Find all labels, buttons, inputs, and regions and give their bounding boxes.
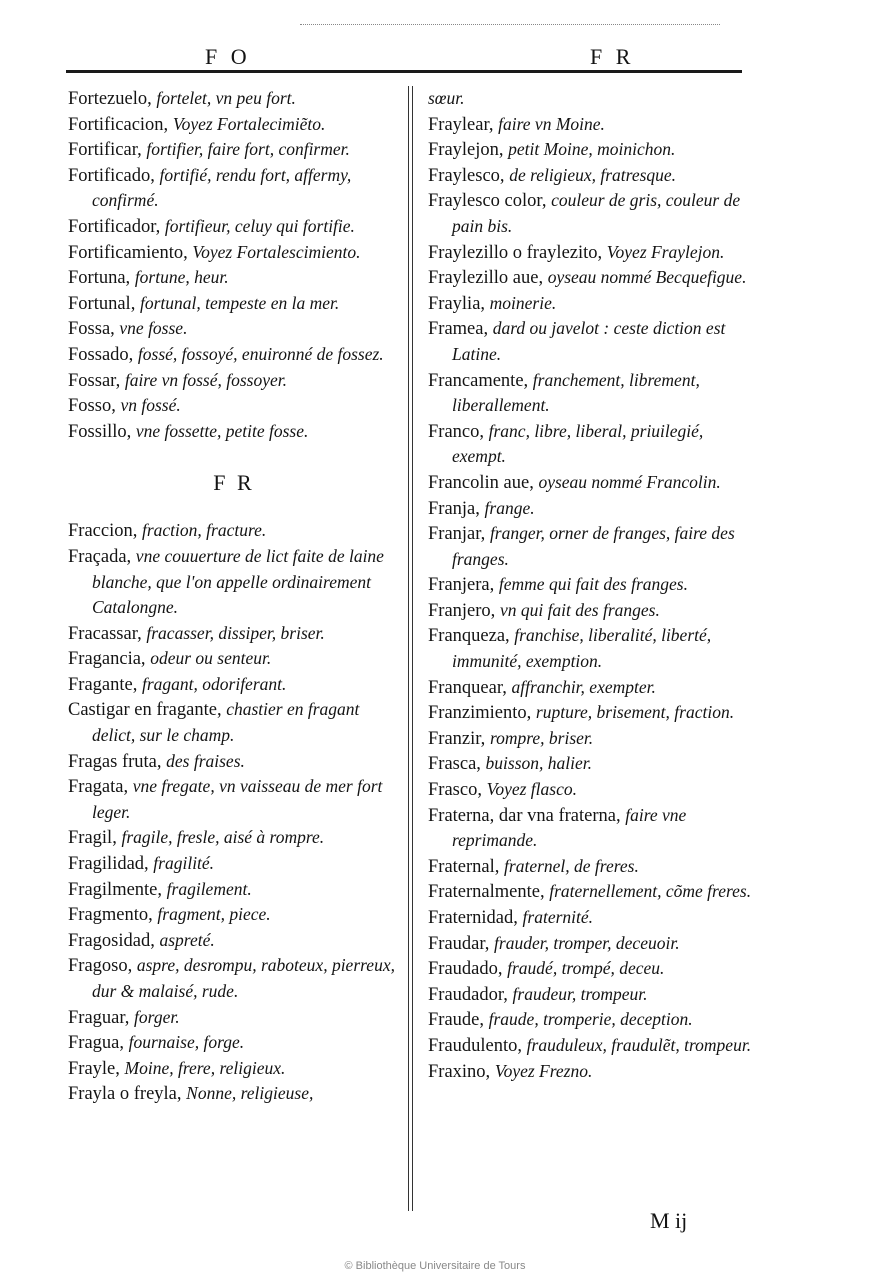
dictionary-entry <box>68 928 400 954</box>
dictionary-entry <box>428 240 756 266</box>
dictionary-entry <box>68 953 400 1004</box>
dictionary-entry <box>68 265 400 291</box>
entry-definition: fournaise, forge. <box>128 1032 245 1053</box>
dictionary-entry <box>428 112 756 138</box>
right-entries <box>428 86 756 1084</box>
entry-definition: fragant, odoriferant. <box>141 673 287 694</box>
entry-headword: Franjera, <box>428 575 495 596</box>
dictionary-entry <box>68 342 400 368</box>
entry-headword: Frayla o freyla, <box>68 1084 182 1105</box>
entry-headword: Fraudulento, <box>428 1035 523 1056</box>
dictionary-entry <box>68 621 400 647</box>
entry-headword: Fortificacion, <box>68 114 169 135</box>
entry-definition: vn fossé. <box>120 395 181 416</box>
library-credit: © Bibliothèque Universitaire de Tours <box>344 1260 526 1272</box>
entry-headword: Fragilidad, <box>68 854 149 875</box>
left-column <box>68 86 400 1107</box>
entry-definition: fortifié, rendu fort, affermy, confirmé. <box>92 164 352 211</box>
dictionary-entry <box>428 777 756 803</box>
entry-definition: de religieux, fratresque. <box>509 164 677 185</box>
entry-definition: moinerie. <box>489 292 557 313</box>
entry-definition: dard ou javelot : ceste diction est Latine. <box>452 318 726 364</box>
entry-definition: odeur ou senteur. <box>150 648 272 669</box>
dictionary-entry <box>428 931 756 957</box>
entry-definition: fortelet, vn peu fort. <box>156 88 296 108</box>
dictionary-entry <box>68 774 400 825</box>
entry-headword: Frasco, <box>428 780 482 801</box>
dictionary-entry <box>428 316 756 367</box>
entry-definition: oyseau nommé Becquefigue. <box>547 267 747 288</box>
dictionary-entry <box>428 521 756 572</box>
dictionary-entry <box>428 956 756 982</box>
entry-headword: Franzimiento, <box>428 703 532 724</box>
entry-headword: Fraylesco, <box>428 165 505 186</box>
column-divider <box>408 86 409 1211</box>
right-column <box>428 86 756 1084</box>
dictionary-entry <box>428 700 756 726</box>
entry-headword: Fragilmente, <box>68 879 163 900</box>
dictionary-entry <box>428 86 756 112</box>
entry-headword: Fraternidad, <box>428 908 518 928</box>
entry-definition: franger, orner de franges, faire des franges. <box>452 523 735 569</box>
entry-headword: Fragua, <box>68 1033 124 1054</box>
dictionary-entry <box>428 598 756 624</box>
dictionary-entry <box>428 879 756 905</box>
entry-headword: Fraylear, <box>428 114 494 135</box>
dictionary-entry <box>428 623 756 674</box>
entry-definition: vn qui fait des franges. <box>499 599 660 620</box>
entry-definition: fraude, tromperie, deception. <box>488 1009 693 1030</box>
entry-definition: fragile, fresle, aisé à rompre. <box>121 827 325 848</box>
dictionary-entry <box>68 697 400 748</box>
entry-definition: aspre, desrompu, raboteux, pierreux, dur & malaisé, rude. <box>92 955 395 1001</box>
entry-definition: vne fossette, petite fosse. <box>135 420 309 441</box>
dictionary-entry <box>428 982 756 1008</box>
entry-definition: Moine, frere, religieux. <box>124 1057 286 1078</box>
entry-definition: Voyez Fortalecimiẽto. <box>172 113 326 134</box>
dictionary-entry <box>68 393 400 419</box>
dictionary-entry <box>68 1005 400 1031</box>
entry-definition: aspreté. <box>159 929 215 950</box>
entry-headword: Fragoso, <box>68 956 133 977</box>
dictionary-entry <box>428 1059 756 1085</box>
dictionary-entry <box>428 854 756 880</box>
entry-headword: Fortificado, <box>68 165 155 186</box>
entry-headword: Franzir, <box>428 728 486 749</box>
entry-headword: Framea, <box>428 319 489 340</box>
dictionary-entry <box>428 1033 756 1059</box>
entry-definition: fraternellement, cõme freres. <box>549 881 752 902</box>
entry-definition: fraternité. <box>522 907 594 927</box>
dictionary-entry <box>68 518 400 544</box>
dictionary-entry <box>68 112 400 138</box>
dictionary-entry <box>68 672 400 698</box>
entry-definition: oyseau nommé Francolin. <box>538 471 721 492</box>
entry-definition: fortifieur, celuy qui fortifie. <box>164 215 355 236</box>
entry-headword: Franja, <box>428 498 480 519</box>
entry-headword: Fraylesco color, <box>428 191 547 212</box>
entry-definition: petit Moine, moinichon. <box>508 139 676 160</box>
entry-headword: Fossado, <box>68 344 134 365</box>
dictionary-entry <box>68 877 400 903</box>
entry-definition: rompre, briser. <box>489 727 594 748</box>
entry-definition: fossé, fossoyé, enuironné de fossez. <box>137 343 384 364</box>
entry-headword: Frayle, <box>68 1058 120 1079</box>
dictionary-entry <box>428 291 756 317</box>
entry-definition: fortifier, faire fort, confirmer. <box>146 139 350 160</box>
entry-headword: Fracassar, <box>68 623 142 644</box>
entry-headword: Fragosidad, <box>68 930 155 951</box>
entry-headword: Fraylia, <box>428 293 486 314</box>
entry-headword: Fraylezillo o fraylezito, <box>428 242 603 263</box>
dictionary-entry <box>428 572 756 598</box>
entry-definition: fragilement. <box>166 878 252 899</box>
entry-definition: frange. <box>484 497 535 518</box>
entry-headword: Franjar, <box>428 524 486 545</box>
entry-definition: Voyez Fraylejon. <box>606 241 725 262</box>
entry-headword: Fortificar, <box>68 140 142 161</box>
entry-definition: franc, libre, liberal, priuilegié, exempt. <box>452 420 704 467</box>
entry-definition: fragilité. <box>153 853 215 874</box>
entry-definition: fraudé, trompé, deceu. <box>507 958 665 979</box>
entry-headword: Frasca, <box>428 754 481 775</box>
dictionary-entry <box>428 188 756 239</box>
dictionary-entry <box>68 1056 400 1082</box>
dictionary-entry <box>68 825 400 851</box>
entry-definition: affranchir, exempter. <box>511 676 656 697</box>
dictionary-entry <box>428 751 756 777</box>
entry-headword: Fraylezillo aue, <box>428 268 544 289</box>
entry-definition: fortune, heur. <box>134 267 229 288</box>
dictionary-entry <box>68 544 400 621</box>
left-entries-top <box>68 86 400 444</box>
entry-headword: Fraudador, <box>428 984 508 1005</box>
dictionary-entry <box>68 368 400 394</box>
entry-definition: vne fregate, vn vaisseau de mer fort leger. <box>92 776 383 822</box>
entry-headword: Fossillo, <box>68 421 132 442</box>
entry-headword: Fortificamiento, <box>68 242 188 263</box>
entry-definition: faire vn Moine. <box>498 113 605 134</box>
dictionary-entry <box>428 368 756 419</box>
entry-headword: Fraxino, <box>428 1061 491 1082</box>
dictionary-entry <box>68 163 400 214</box>
entry-definition: forger. <box>134 1006 180 1027</box>
entry-headword: Fraterna, dar vna fraterna, <box>428 805 621 826</box>
entry-headword: Fraçada, <box>68 546 132 567</box>
entry-definition: chastier en fragant delict, sur le champ. <box>92 699 360 746</box>
dictionary-entry <box>68 86 400 112</box>
entry-definition: faire vne reprimande. <box>452 804 687 851</box>
header-rule <box>66 70 742 73</box>
column-divider <box>412 86 413 1211</box>
entry-definition: sœur. <box>428 88 465 108</box>
dictionary-entry <box>68 851 400 877</box>
entry-definition: Voyez Frezno. <box>494 1060 593 1081</box>
entry-headword: Fraude, <box>428 1010 484 1031</box>
entry-definition: des fraises. <box>166 750 245 771</box>
dictionary-entry <box>428 470 756 496</box>
dictionary-entry <box>68 646 400 672</box>
entry-headword: Fragmento, <box>68 905 153 926</box>
entry-headword: Fortuna, <box>68 268 131 289</box>
dictionary-entry <box>68 291 400 317</box>
entry-headword: Fosso, <box>68 396 116 417</box>
entry-headword: Fragata, <box>68 777 129 798</box>
entry-headword: Fortificador, <box>68 216 161 237</box>
entry-headword: Franqueza, <box>428 626 510 647</box>
entry-definition: fraternel, de freres. <box>504 855 639 876</box>
entry-headword: Fortunal, <box>68 293 136 314</box>
dictionary-entry <box>68 137 400 163</box>
dictionary-entry <box>428 137 756 163</box>
entry-headword: Franjero, <box>428 600 496 621</box>
signature-mark: M ij <box>650 1208 688 1233</box>
entry-definition: fraudeur, trompeur. <box>512 983 648 1004</box>
dictionary-entry <box>68 902 400 928</box>
entry-headword: Fraternal, <box>428 856 500 877</box>
entry-headword: Franquear, <box>428 677 507 698</box>
entry-headword: Francolin aue, <box>428 472 534 493</box>
entry-definition: franchise, liberalité, liberté, immunité, exemption. <box>452 625 712 672</box>
left-entries-bottom <box>68 518 400 1107</box>
dictionary-entry <box>68 1030 400 1056</box>
dictionary-entry <box>428 1007 756 1033</box>
dictionary-entry <box>68 316 400 342</box>
dictionary-entry <box>428 265 756 291</box>
dictionary-entry <box>428 905 756 931</box>
section-title: F R <box>213 470 255 496</box>
entry-definition: frauder, tromper, deceuoir. <box>494 932 680 953</box>
entry-headword: Fossar, <box>68 370 121 391</box>
dictionary-entry <box>428 496 756 522</box>
entry-definition: fragment, piece. <box>157 904 271 925</box>
entry-headword: Fossa, <box>68 319 115 340</box>
top-dotted-line <box>300 24 720 25</box>
entry-headword: Fraudar, <box>428 933 490 954</box>
entry-definition: Voyez Fortalescimiento. <box>192 241 361 262</box>
dictionary-entry <box>428 726 756 752</box>
dictionary-entry <box>68 1081 400 1107</box>
entry-headword: Fraguar, <box>68 1007 130 1028</box>
dictionary-entry <box>428 163 756 189</box>
entry-definition: fraction, fracture. <box>141 520 267 541</box>
entry-headword: Franco, <box>428 421 484 442</box>
entry-headword: Fragante, <box>68 674 138 695</box>
entry-definition: vne couuerture de lict faite de laine blanche, que l'on appelle ordinairement Catalongne. <box>92 545 384 618</box>
dictionary-entry <box>68 214 400 240</box>
dictionary-entry <box>68 749 400 775</box>
dictionary-entry <box>428 419 756 470</box>
entry-definition: rupture, brisement, fraction. <box>535 702 735 723</box>
entry-headword: Fraccion, <box>68 521 138 542</box>
entry-definition: femme qui fait des franges. <box>498 574 688 595</box>
entry-definition: franchement, librement, liberallement. <box>452 369 700 416</box>
dictionary-entry <box>68 240 400 266</box>
running-head-left: F O <box>205 44 251 69</box>
entry-definition: couleur de gris, couleur de pain bis. <box>452 190 741 236</box>
entry-definition: frauduleux, fraudulẽt, trompeur. <box>526 1034 752 1055</box>
entry-definition: Voyez flasco. <box>486 779 577 800</box>
entry-headword: Fragancia, <box>68 649 146 670</box>
dictionary-entry <box>428 675 756 701</box>
entry-headword: Fragas fruta, <box>68 751 162 772</box>
running-head-right: F R <box>590 44 635 69</box>
dictionary-entry <box>68 419 400 445</box>
entry-headword: Fraternalmente, <box>428 882 545 903</box>
entry-headword: Francamente, <box>428 370 529 391</box>
entry-definition: buisson, halier. <box>485 753 593 774</box>
entry-headword: Fraudado, <box>428 959 503 980</box>
entry-headword: Fragil, <box>68 828 117 849</box>
entry-headword: Castigar en fragante, <box>68 700 222 721</box>
entry-definition: fortunal, tempeste en la mer. <box>139 292 340 313</box>
entry-definition: faire vn fossé, fossoyer. <box>124 369 288 390</box>
entry-definition: vne fosse. <box>119 318 188 339</box>
dictionary-entry <box>428 803 756 854</box>
entry-headword: Fortezuelo, <box>68 89 152 109</box>
entry-definition: Nonne, religieuse, <box>186 1083 314 1104</box>
entry-headword: Fraylejon, <box>428 140 504 161</box>
entry-definition: fracasser, dissiper, briser. <box>146 622 325 643</box>
